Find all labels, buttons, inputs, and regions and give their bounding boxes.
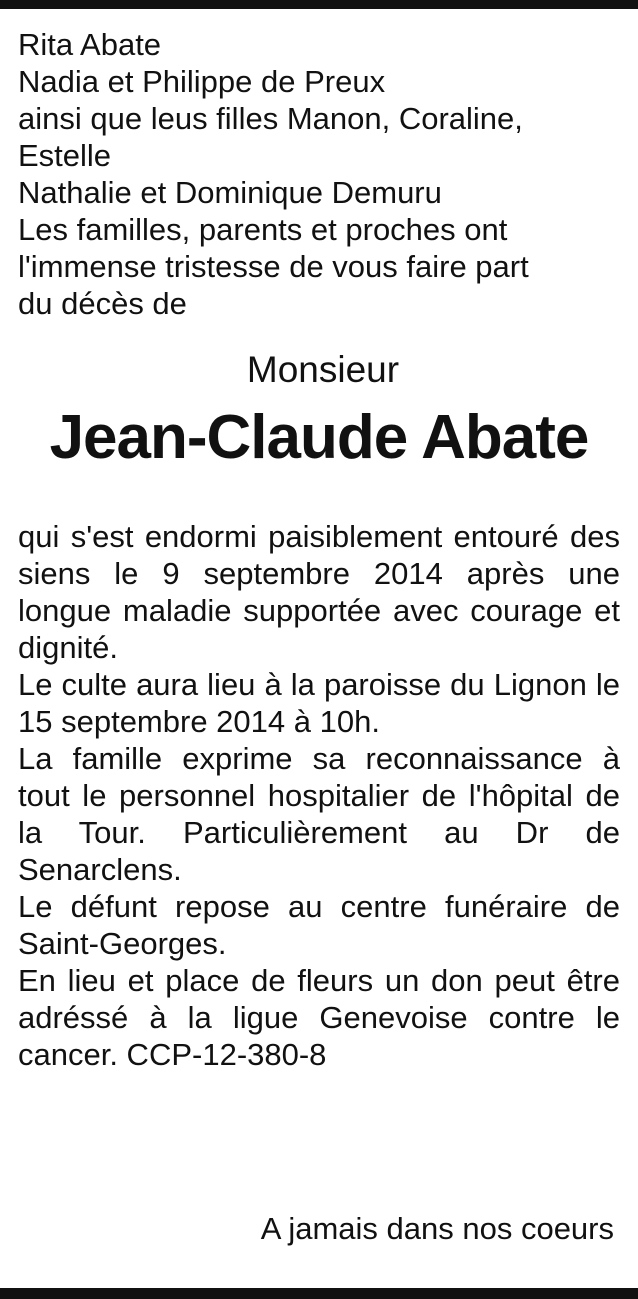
closing-line: A jamais dans nos coeurs <box>260 1211 614 1246</box>
family-line: Nadia et Philippe de Preux <box>18 64 386 99</box>
body-paragraph: qui s'est endormi paisiblement entouré des siens le 9 septembre 2014 après une longue maladie supportée avec courage et dignité. <box>18 519 620 665</box>
body-paragraph: La famille exprime sa reconnaissance à tout le personnel hospitalier de l'hôpital de la Tour. Particulièrement au Dr de Senarclens. <box>18 741 620 887</box>
obituary-body <box>18 518 620 1073</box>
family-line: ainsi que leus filles Manon, Coraline, <box>18 101 523 136</box>
obituary-notice <box>18 26 620 1073</box>
body-paragraph: En lieu et place de fleurs un don peut être adréssé à la ligue Genevoise contre le cancer. CCP-12-380-8 <box>18 963 620 1072</box>
body-paragraph: Le culte aura lieu à la paroisse du Lignon le 15 septembre 2014 à 10h. <box>18 667 620 739</box>
body-paragraph: Le défunt repose au centre funéraire de Saint-Georges. <box>18 889 620 961</box>
family-line: Nathalie et Dominique Demuru <box>18 175 442 210</box>
family-line: du décès de <box>18 286 187 321</box>
top-border-rule <box>0 0 638 9</box>
family-line: Rita Abate <box>18 27 162 62</box>
deceased-name: Jean-Claude Abate <box>49 403 589 472</box>
family-line: Les familles, parents et proches ont <box>18 212 508 247</box>
family-line: l'immense tristesse de vous faire part <box>18 249 529 284</box>
deceased-title: Monsieur <box>246 349 400 390</box>
bottom-border-rule <box>0 1288 638 1299</box>
family-line: Estelle <box>18 138 112 173</box>
family-announcement <box>18 26 620 322</box>
